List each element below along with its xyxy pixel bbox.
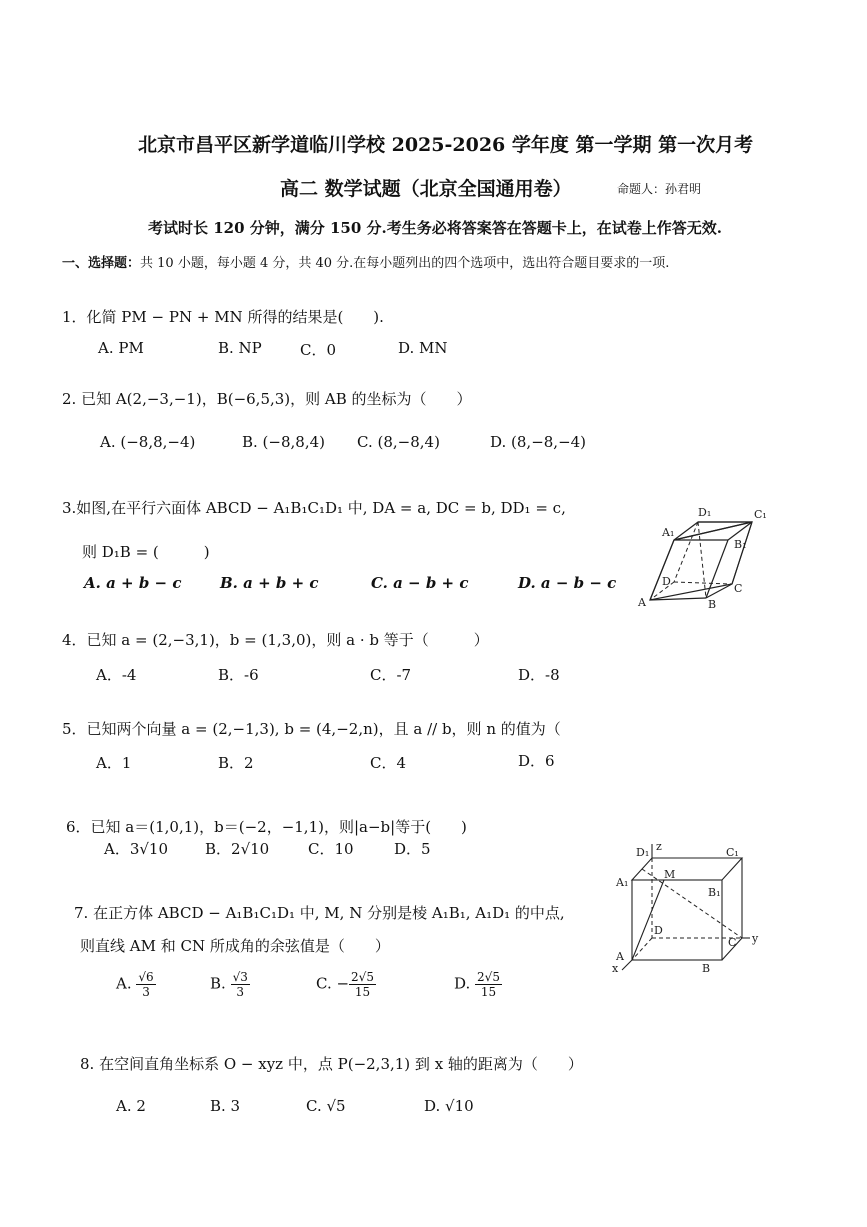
q5-option-a: A．1 [96, 754, 132, 772]
q6-option-a: A．3√10 [104, 840, 169, 858]
q2-option-b: B. (−8,8,4) [242, 433, 325, 451]
q7-a-denominator: 3 [142, 985, 150, 999]
q8-option-c: C. √5 [306, 1097, 346, 1115]
cube-label-x: x [612, 962, 619, 975]
q2-option-c: C. (8,−8,4) [357, 433, 440, 451]
q4-option-c: C．-7 [370, 666, 412, 684]
label-b: B [708, 598, 717, 611]
q7-option-a [116, 970, 156, 999]
question-7-stem-2: 则直线 AM 和 CN 所成角的余弦值是（ ） [80, 937, 390, 955]
q7-c-denominator: 15 [354, 985, 371, 999]
exam-title: 北京市昌平区新学道临川学校 2025-2026 学年度 第一学期 第一次月考 [138, 134, 754, 156]
q7-option-a-fraction [136, 970, 155, 999]
label-c: C [734, 582, 743, 595]
cube-label-d1: D₁ [636, 846, 650, 859]
q5-option-b: B．2 [218, 754, 254, 772]
q7-option-d-letter: D. [454, 974, 471, 993]
section-text: 共 10 小题，每小题 4 分，共 40 分.在每小题列出的四个选项中，选出符合题目要求的一项. [140, 256, 670, 271]
cube-label-c: C [728, 936, 737, 949]
author-label: 命题人：孙君明 [617, 182, 702, 196]
q7-option-b [210, 970, 250, 999]
question-8-stem: 8. 在空间直角坐标系 O − xyz 中，点 P(−2,3,1) 到 x 轴的距离为（ ） [80, 1055, 583, 1073]
q7-option-c [316, 970, 376, 999]
q8-option-a: A. 2 [116, 1097, 146, 1115]
q7-a-numerator: √6 [138, 970, 154, 984]
question-1-stem: 1．化简 PM − PN + MN 所得的结果是( ). [62, 308, 384, 326]
q8-option-b: B. 3 [210, 1097, 241, 1115]
cube-label-a1: A₁ [616, 876, 629, 889]
q5-option-d: D．6 [518, 752, 555, 770]
cube-label-m: M [664, 868, 676, 881]
parallelepiped-figure [632, 502, 772, 612]
q7-option-c-fraction [349, 970, 376, 999]
cube-figure [608, 842, 768, 976]
q7-b-denominator: 3 [236, 985, 245, 999]
q5-option-c: C．4 [370, 754, 407, 772]
q7-d-numerator: 2√5 [477, 970, 500, 984]
label-d1: D₁ [698, 506, 712, 519]
q3-option-c: C. a − b + c [371, 574, 469, 592]
cube-label-z: z [656, 842, 662, 853]
label-a: A [638, 596, 646, 609]
q4-option-d: D．-8 [518, 666, 560, 684]
q7-option-a-letter: A. [116, 974, 132, 993]
q3-option-b: B. a + b + c [220, 574, 319, 592]
question-7-stem: 7. 在正方体 ABCD − A₁B₁C₁D₁ 中, M, N 分别是棱 A₁B₁, A₁D₁ 的中点, [74, 904, 565, 922]
section-label: 一、选择题： [62, 256, 141, 271]
exam-subtitle: 高二 数学试题（北京全国通用卷） [280, 178, 572, 200]
q7-d-denominator: 15 [480, 985, 497, 999]
q4-option-a: A．-4 [96, 666, 137, 684]
cube-label-a: A [616, 950, 624, 963]
question-4-stem: 4．已知 a = (2,−3,1)，b = (1,3,0)，则 a · b 等于（ ） [62, 631, 489, 649]
section-heading [62, 252, 669, 271]
question-3-stem: 3.如图,在平行六面体 ABCD − A₁B₁C₁D₁ 中, DA = a, DC = b, DD₁ = c, [62, 499, 566, 517]
q1-option-c: C．0 [300, 341, 337, 359]
q2-option-d: D. (8,−8,−4) [490, 433, 587, 451]
exam-notice: 考试时长 120 分钟，满分 150 分.考生务必将答案答在答题卡上，在试卷上作答无效. [148, 219, 722, 237]
q7-option-d-fraction [475, 970, 502, 999]
q6-option-b: B．2√10 [205, 840, 270, 858]
q7-option-d [454, 970, 502, 999]
cube-label-d: D [654, 924, 663, 937]
q7-option-b-letter: B. [210, 974, 226, 993]
q6-option-c: C．10 [308, 840, 354, 858]
q7-c-numerator: 2√5 [351, 970, 374, 984]
q7-option-b-fraction [231, 970, 250, 999]
label-b1: B₁ [734, 538, 747, 551]
q7-option-c-letter: C. − [316, 974, 350, 993]
question-3-stem-2: 则 D₁B = ( ) [82, 543, 210, 561]
cube-label-y: y [752, 932, 759, 945]
q4-option-b: B．-6 [218, 666, 259, 684]
q1-option-b: B. NP [218, 339, 262, 357]
label-a1: A₁ [662, 526, 675, 539]
q1-option-d: D. MN [398, 339, 448, 357]
question-5-stem: 5．已知两个向量 a = (2,−1,3), b = (4,−2,n)，且 a // b，则 n 的值为（ [62, 720, 561, 738]
label-d: D [662, 575, 671, 588]
label-c1: C₁ [754, 508, 767, 521]
q3-option-d: D. a − b − c [518, 574, 617, 592]
question-2-stem: 2. 已知 A(2,−3,−1)，B(−6,5,3)，则 AB 的坐标为（ ） [62, 390, 472, 408]
q6-option-d: D．5 [394, 840, 431, 858]
cube-label-b1: B₁ [708, 886, 721, 899]
q2-option-a: A. (−8,8,−4) [100, 433, 196, 451]
cube-label-c1: C₁ [726, 846, 739, 859]
q7-b-numerator: √3 [232, 970, 248, 984]
q3-option-a: A. a + b − c [84, 574, 182, 592]
q8-option-d: D. √10 [424, 1097, 474, 1115]
question-6-stem: 6．已知 a＝(1,0,1)，b＝(−2，−1,1)，则|a−b|等于( ) [66, 818, 467, 836]
q1-option-a: A. PM [98, 339, 144, 357]
cube-label-b: B [702, 962, 711, 975]
